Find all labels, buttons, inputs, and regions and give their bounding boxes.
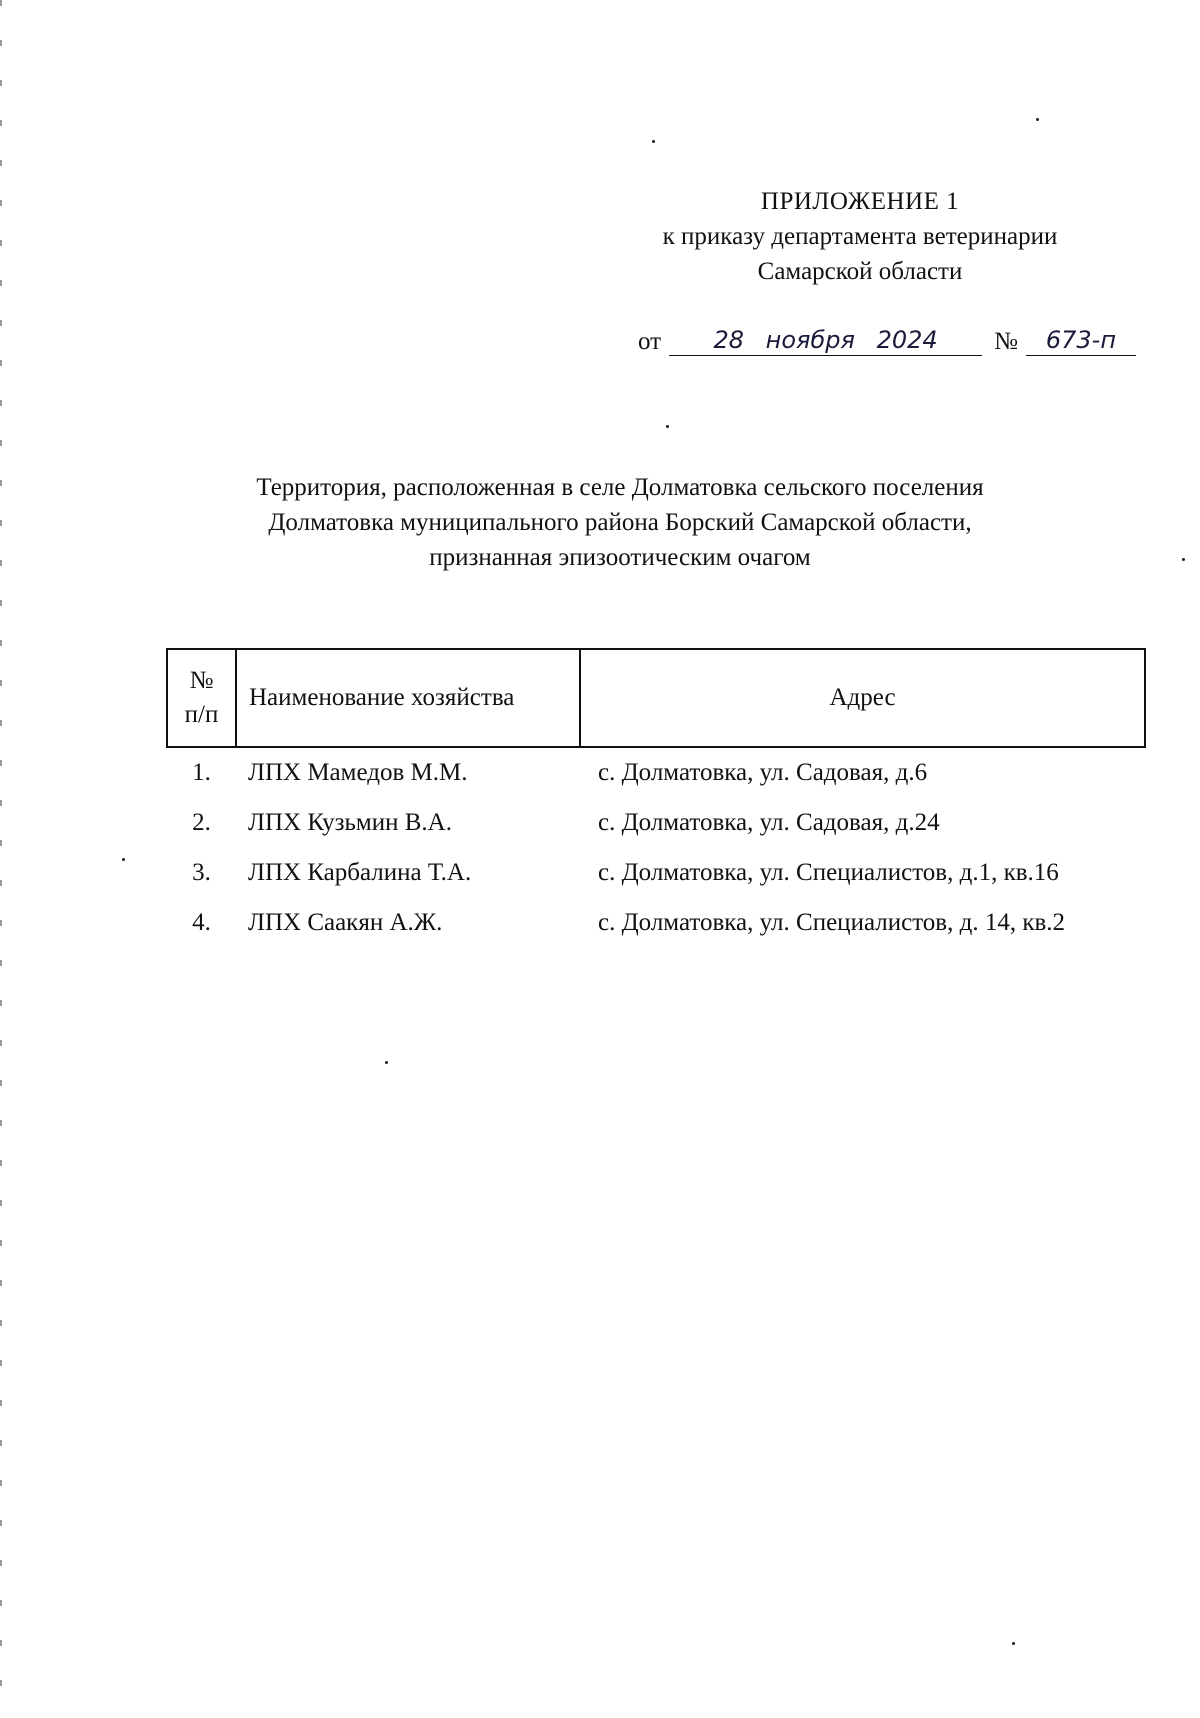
appendix-region: Самарской области — [757, 258, 963, 285]
column-header-number — [167, 649, 236, 747]
column-header-number-sign: № — [189, 667, 214, 694]
heading-line: Долматовка муниципального района Борский Самарской области, — [268, 509, 972, 536]
scan-speck — [385, 1061, 388, 1064]
scan-speck — [1012, 1642, 1015, 1645]
heading-line: признанная эпизоотическим очагом — [429, 544, 811, 571]
document-heading — [160, 470, 1080, 575]
scan-speck — [652, 140, 655, 143]
column-header-address: Адрес — [580, 649, 1145, 747]
scan-speck — [1036, 118, 1039, 121]
scan-speck — [122, 858, 125, 861]
column-header-name: Наименование хозяйства — [236, 649, 580, 747]
appendix-order-reference: к приказу департамента ветеринарии — [662, 223, 1058, 250]
scan-speck — [1182, 558, 1185, 561]
table-row — [167, 848, 1145, 898]
row-number: 4. — [192, 909, 211, 936]
farm-name: ЛПХ Саакян А.Ж. — [248, 909, 443, 936]
table-row — [167, 747, 1145, 798]
table-header-row — [167, 649, 1145, 747]
order-number-label: № — [994, 328, 1018, 355]
table-row — [167, 798, 1145, 848]
row-number: 1. — [192, 759, 211, 786]
scan-speck — [666, 425, 669, 428]
appendix-header — [560, 184, 1160, 289]
row-number: 2. — [192, 809, 211, 836]
farm-address: с. Долматовка, ул. Специалистов, д. 14, кв.2 — [598, 909, 1066, 936]
scan-left-edge — [0, 0, 2, 1718]
order-date-number-line — [638, 325, 1136, 356]
farms-table — [166, 648, 1146, 948]
farm-address: с. Долматовка, ул. Специалистов, д.1, кв.16 — [598, 859, 1059, 886]
farm-name: ЛПХ Карбалина Т.А. — [248, 859, 472, 886]
farm-name: ЛПХ Кузьмин В.А. — [248, 809, 452, 836]
column-header-pp: п/п — [184, 701, 219, 728]
appendix-title: ПРИЛОЖЕНИЕ 1 — [760, 188, 960, 215]
order-date-handwritten: 28 ноября 2024 — [669, 325, 982, 356]
farm-name: ЛПХ Мамедов М.М. — [248, 759, 468, 786]
row-number: 3. — [192, 859, 211, 886]
table-row — [167, 898, 1145, 948]
farm-address: с. Долматовка, ул. Садовая, д.6 — [598, 759, 928, 786]
order-number-handwritten: 673-п — [1026, 325, 1136, 356]
farm-address: с. Долматовка, ул. Садовая, д.24 — [598, 809, 940, 836]
order-from-label: от — [638, 328, 662, 355]
heading-line: Территория, расположенная в селе Долматовка сельского поселения — [256, 474, 984, 501]
